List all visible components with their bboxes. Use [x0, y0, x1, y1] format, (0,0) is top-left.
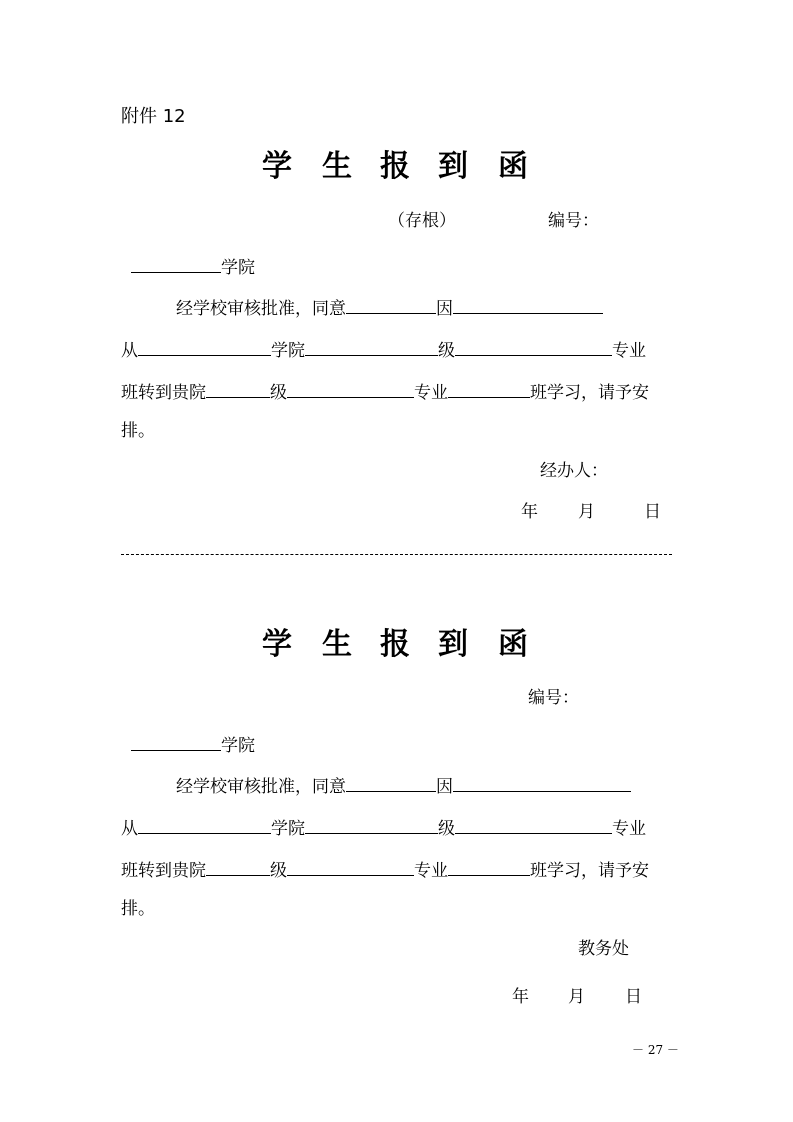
stub-signer-label: 经办人：	[540, 461, 608, 481]
blank-field[interactable]	[455, 817, 612, 834]
letter-date-month: 月	[568, 987, 585, 1007]
stub-date-year: 年	[521, 502, 538, 522]
letter-date-year: 年	[512, 987, 529, 1007]
blank-field[interactable]	[287, 859, 414, 876]
letter-title-char: 到	[438, 627, 468, 662]
text-segment: 班学习，请予安	[530, 861, 649, 881]
text-segment: 班转到贵院	[121, 861, 206, 881]
text-segment: 因	[436, 777, 453, 797]
college-suffix: 学院	[221, 736, 255, 756]
blank-field[interactable]	[206, 381, 270, 398]
letter-line-4: 排。	[121, 899, 155, 919]
stub-title-char: 学	[262, 149, 292, 184]
text-segment: 学院	[271, 819, 305, 839]
blank-field[interactable]	[346, 297, 436, 314]
stub-date-day: 日	[644, 502, 661, 522]
text-segment: 专业	[414, 861, 448, 881]
blank-field[interactable]	[346, 775, 436, 792]
letter-line-1	[176, 775, 631, 796]
attachment-label: 附件 12	[121, 106, 186, 127]
blank-field[interactable]	[448, 859, 530, 876]
text-segment: 班学习，请予安	[530, 383, 649, 403]
stub-college-line	[131, 256, 255, 277]
letter-line-2	[121, 817, 646, 838]
stub-title-char: 到	[438, 149, 468, 184]
college-suffix: 学院	[221, 258, 255, 278]
text-segment: 经学校审核批准，同意	[176, 299, 346, 319]
text-segment: 从	[121, 341, 138, 361]
blank-field[interactable]	[305, 817, 438, 834]
letter-title-char: 报	[380, 627, 410, 662]
stub-line-2	[121, 339, 646, 360]
text-segment: 级	[270, 383, 287, 403]
blank-field[interactable]	[453, 297, 603, 314]
blank-field[interactable]	[206, 859, 270, 876]
text-segment: 从	[121, 819, 138, 839]
stub-line-1	[176, 297, 603, 318]
letter-title-char: 函	[498, 627, 528, 662]
letter-title-char: 学	[262, 627, 292, 662]
text-segment: 因	[436, 299, 453, 319]
stub-date-month: 月	[578, 502, 595, 522]
text-segment: 级	[270, 861, 287, 881]
letter-signer-label: 教务处	[578, 939, 629, 959]
text-segment: 班转到贵院	[121, 383, 206, 403]
letter-number-label: 编号：	[528, 688, 579, 708]
blank-field[interactable]	[453, 775, 631, 792]
cut-line-divider	[121, 554, 672, 555]
letter-college-line	[131, 734, 255, 755]
stub-title	[0, 149, 793, 186]
blank-field[interactable]	[131, 256, 221, 273]
stub-title-char: 报	[380, 149, 410, 184]
blank-field[interactable]	[287, 381, 414, 398]
text-segment: 专业	[414, 383, 448, 403]
text-segment: 级	[438, 819, 455, 839]
stub-label: （存根）	[388, 211, 456, 231]
stub-title-char: 生	[322, 149, 352, 184]
letter-title-char: 生	[322, 627, 352, 662]
stub-line-3	[121, 381, 649, 402]
letter-date-day: 日	[625, 987, 642, 1007]
blank-field[interactable]	[305, 339, 438, 356]
blank-field[interactable]	[448, 381, 530, 398]
letter-line-3	[121, 859, 649, 880]
blank-field[interactable]	[455, 339, 612, 356]
stub-number-label: 编号：	[548, 211, 599, 231]
stub-line-4: 排。	[121, 421, 155, 441]
page-number: － 27 －	[632, 1043, 679, 1057]
blank-field[interactable]	[138, 817, 271, 834]
text-segment: 经学校审核批准，同意	[176, 777, 346, 797]
blank-field[interactable]	[131, 734, 221, 751]
text-segment: 专业	[612, 341, 646, 361]
letter-title	[0, 627, 793, 664]
text-segment: 学院	[271, 341, 305, 361]
stub-title-char: 函	[498, 149, 528, 184]
blank-field[interactable]	[138, 339, 271, 356]
text-segment: 级	[438, 341, 455, 361]
text-segment: 专业	[612, 819, 646, 839]
